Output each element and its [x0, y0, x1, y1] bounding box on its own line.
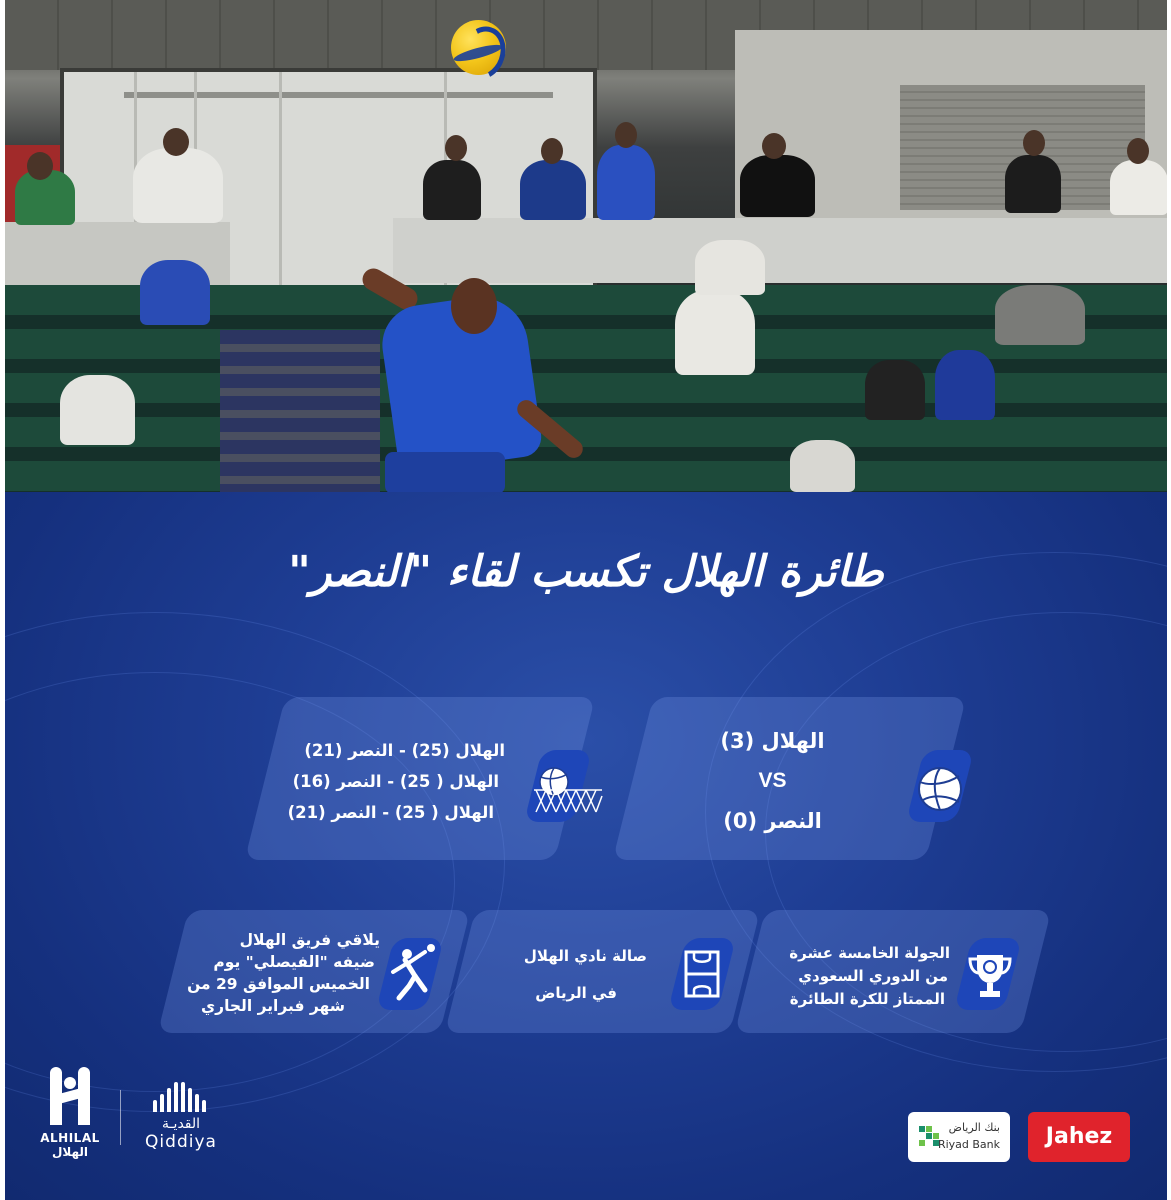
volleyball-icon	[915, 764, 965, 814]
venue-line-2: في الرياض	[535, 984, 617, 1002]
qiddiya-arches-icon	[145, 1080, 217, 1112]
trophy-icon	[965, 949, 1015, 1001]
headline: طائرة الهلال تكسب لقاء "النصر"	[288, 547, 884, 597]
qiddiya-name-en: Qiddiya	[145, 1132, 217, 1152]
away-team-score: النصر (0)	[723, 809, 822, 833]
jahez-logo: Jahez	[1028, 1112, 1130, 1162]
set-2-score: الهلال ( 25) - النصر (16)	[292, 772, 499, 791]
qiddiya-logo	[145, 1080, 217, 1160]
round-line-2: من الدوري السعودي	[798, 967, 948, 985]
riyad-bank-logo	[908, 1112, 1010, 1162]
volleyball-ball	[451, 20, 506, 75]
home-team-score: الهلال (3)	[720, 729, 825, 753]
alhilal-logo	[40, 1067, 100, 1167]
alhilal-crest-icon	[46, 1067, 94, 1125]
next-line-1: يلاقي فريق الهلال	[239, 931, 380, 949]
info-panel	[5, 492, 1167, 1200]
next-line-4: شهر فبراير الجاري	[200, 997, 345, 1015]
volleyball-net-icon	[532, 764, 604, 816]
match-photo	[5, 0, 1167, 492]
venue-line-1: صالة نادي الهلال	[523, 947, 647, 965]
round-line-1: الجولة الخامسة عشرة	[789, 944, 950, 962]
set-1-score: الهلال (25) - النصر (21)	[304, 741, 505, 760]
round-line-3: الممتاز للكرة الطائرة	[789, 990, 945, 1008]
player-spike-icon	[385, 942, 439, 1002]
next-line-3: الخميس الموافق 29 من	[187, 975, 370, 993]
set-3-score: الهلال ( 25) - النصر (21)	[287, 803, 494, 822]
qiddiya-name-ar: القديـة	[161, 1116, 201, 1132]
riyad-bank-name-ar: بنك الرياض	[948, 1121, 1000, 1134]
logo-divider	[120, 1090, 121, 1145]
alhilal-name-ar: الهلال	[51, 1145, 89, 1159]
next-line-2: ضيفه "الفيصلي" يوم	[213, 953, 375, 971]
riyad-bank-mark-icon	[919, 1126, 939, 1146]
vs-label: VS	[758, 769, 787, 792]
riyad-bank-name-en: Riyad Bank	[937, 1138, 1000, 1151]
alhilal-name-en: ALHILAL	[40, 1131, 100, 1145]
court-icon	[680, 948, 724, 1000]
